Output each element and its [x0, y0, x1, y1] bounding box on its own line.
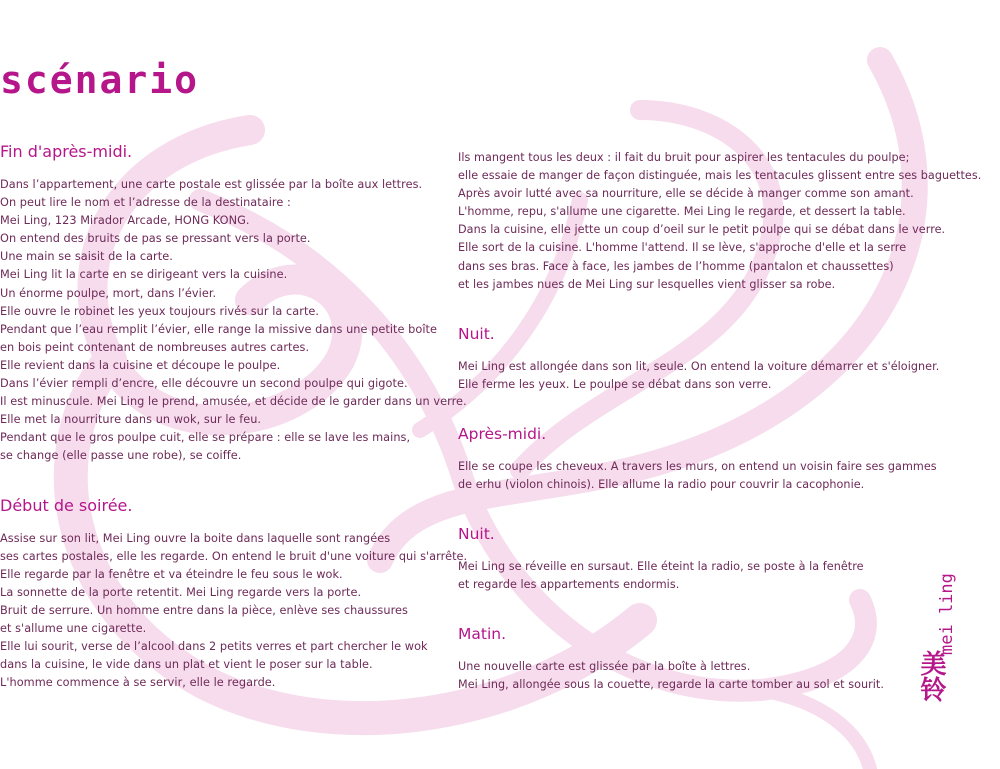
section-nuit-1 [458, 324, 948, 394]
section-heading: Début de soirée. [0, 495, 133, 515]
section-body [458, 458, 948, 494]
text-line: dans la cuisine, le vide dans un plat et vient le poser sur la table. [0, 658, 373, 672]
section-body [0, 530, 468, 693]
text-line: et les jambes nues de Mei Ling sur lesquelles vient glisser sa robe. [458, 277, 836, 291]
text-line: Elle met la nourriture dans un wok, sur le feu. [0, 413, 262, 427]
text-line: L'homme, repu, s'allume une cigarette. Mei Ling le regarde, et dessert la table. [458, 205, 906, 219]
text-line: Elle regarde par la fenêtre et va éteindre le feu sous le wok. [0, 567, 343, 581]
text-line: ses cartes postales, elle les regarde. On entend le bruit d'une voiture qui s'arrête. [0, 549, 468, 563]
section-debut-de-soiree [0, 495, 468, 693]
text-line: Une nouvelle carte est glissée par la boîte à lettres. [458, 660, 751, 674]
section-repas [458, 149, 982, 294]
text-line: Après avoir lutté avec sa nourriture, elle se décide à manger comme son amant. [458, 187, 914, 201]
text-line: de erhu (violon chinois). Elle allume la radio pour couvrir la cacophonie. [458, 478, 865, 492]
section-heading: Nuit. [458, 525, 495, 544]
text-line: en bois peint contenant de nombreuses autres cartes. [0, 340, 310, 354]
logo-latin-text: mei ling [937, 573, 957, 655]
section-nuit-2 [458, 524, 948, 594]
text-line: Elle revient dans la cuisine et découpe le poulpe. [0, 358, 281, 372]
text-line: Il est minuscule. Mei Ling le prend, amusée, et décide de le garder dans un verre. [0, 395, 467, 409]
section-body [458, 358, 948, 394]
text-line: Un énorme poulpe, mort, dans l’évier. [0, 286, 217, 300]
section-apres-midi [458, 424, 948, 494]
text-line: Elle ouvre le robinet les yeux toujours rivés sur la carte. [0, 304, 320, 318]
logo-chinese-characters: 美铃 [916, 650, 946, 702]
section-body [458, 149, 982, 294]
section-matin [458, 624, 948, 694]
mei-ling-logo [915, 555, 955, 710]
text-line: se change (elle passe une robe), se coiffe. [0, 449, 242, 463]
text-line: Mei Ling, 123 Mirador Arcade, HONG KONG. [0, 214, 250, 228]
text-line: Une main se saisit de la carte. [0, 250, 173, 264]
text-line: elle essaie de manger de façon distinguée, mais les tentacules glissent entre ses baguettes. [458, 169, 982, 183]
text-line: Elle se coupe les cheveux. A travers les murs, on entend un voisin faire ses gammes [458, 459, 937, 473]
text-line: Dans l’appartement, une carte postale est glissée par la boîte aux lettres. [0, 178, 423, 191]
text-line: Elle lui sourit, verse de l’alcool dans 2 petits verres et part chercher le wok [0, 640, 428, 654]
section-heading: Matin. [458, 625, 507, 644]
text-line: La sonnette de la porte retentit. Mei Ling regarde vers la porte. [0, 585, 362, 599]
text-line: Pendant que le gros poulpe cuit, elle se prépare : elle se lave les mains, [0, 431, 411, 445]
text-line: L'homme commence à se servir, elle le regarde. [0, 676, 276, 690]
text-line: Bruit de serrure. Un homme entre dans la pièce, enlève ses chaussures [0, 603, 408, 617]
text-line: Mei Ling se réveille en sursaut. Elle éteint la radio, se poste à la fenêtre [458, 560, 864, 574]
text-line: Dans la cuisine, elle jette un coup d’oeil sur le petit poulpe qui se débat dans le verre. [458, 223, 946, 237]
page-title: scénario [0, 58, 200, 102]
text-line: On peut lire le nom et l’adresse de la destinataire : [0, 196, 291, 210]
section-body [458, 658, 948, 694]
text-line: Elle ferme les yeux. Le poulpe se débat dans son verre. [458, 377, 772, 391]
text-line: Assise sur son lit, Mei Ling ouvre la boite dans laquelle sont rangées [0, 531, 391, 545]
section-heading: Nuit. [458, 324, 495, 343]
section-body [0, 176, 467, 466]
text-line: et s'allume une cigarette. [0, 621, 147, 635]
text-line: Pendant que l’eau remplit l’évier, elle range la missive dans une petite boîte [0, 322, 438, 336]
text-line: dans ses bras. Face à face, les jambes de l’homme (pantalon et chaussettes) [458, 259, 894, 273]
text-line: et regarde les appartements endormis. [458, 578, 680, 592]
left-column [0, 142, 468, 722]
text-line: Mei Ling est allongée dans son lit, seule. On entend la voiture démarrer et s'éloigner. [458, 359, 940, 373]
section-heading: Après-midi. [458, 424, 547, 443]
section-heading: Fin d'après-midi. [0, 142, 133, 161]
right-column [458, 149, 982, 725]
text-line: Elle sort de la cuisine. L'homme l'attend. Il se lève, s'approche d'elle et la serre [458, 241, 907, 255]
text-line: Mei Ling lit la carte en se dirigeant vers la cuisine. [0, 268, 288, 282]
section-body [458, 558, 948, 594]
section-fin-apres-midi [0, 142, 467, 466]
text-line: Dans l’évier rempli d’encre, elle découvre un second poulpe qui gigote. [0, 377, 408, 391]
text-line: On entend des bruits de pas se pressant vers la porte. [0, 232, 311, 246]
text-line: Ils mangent tous les deux : il fait du bruit pour aspirer les tentacules du poulpe; [458, 151, 910, 164]
text-line: Mei Ling, allongée sous la couette, regarde la carte tomber au sol et sourit. [458, 678, 884, 692]
